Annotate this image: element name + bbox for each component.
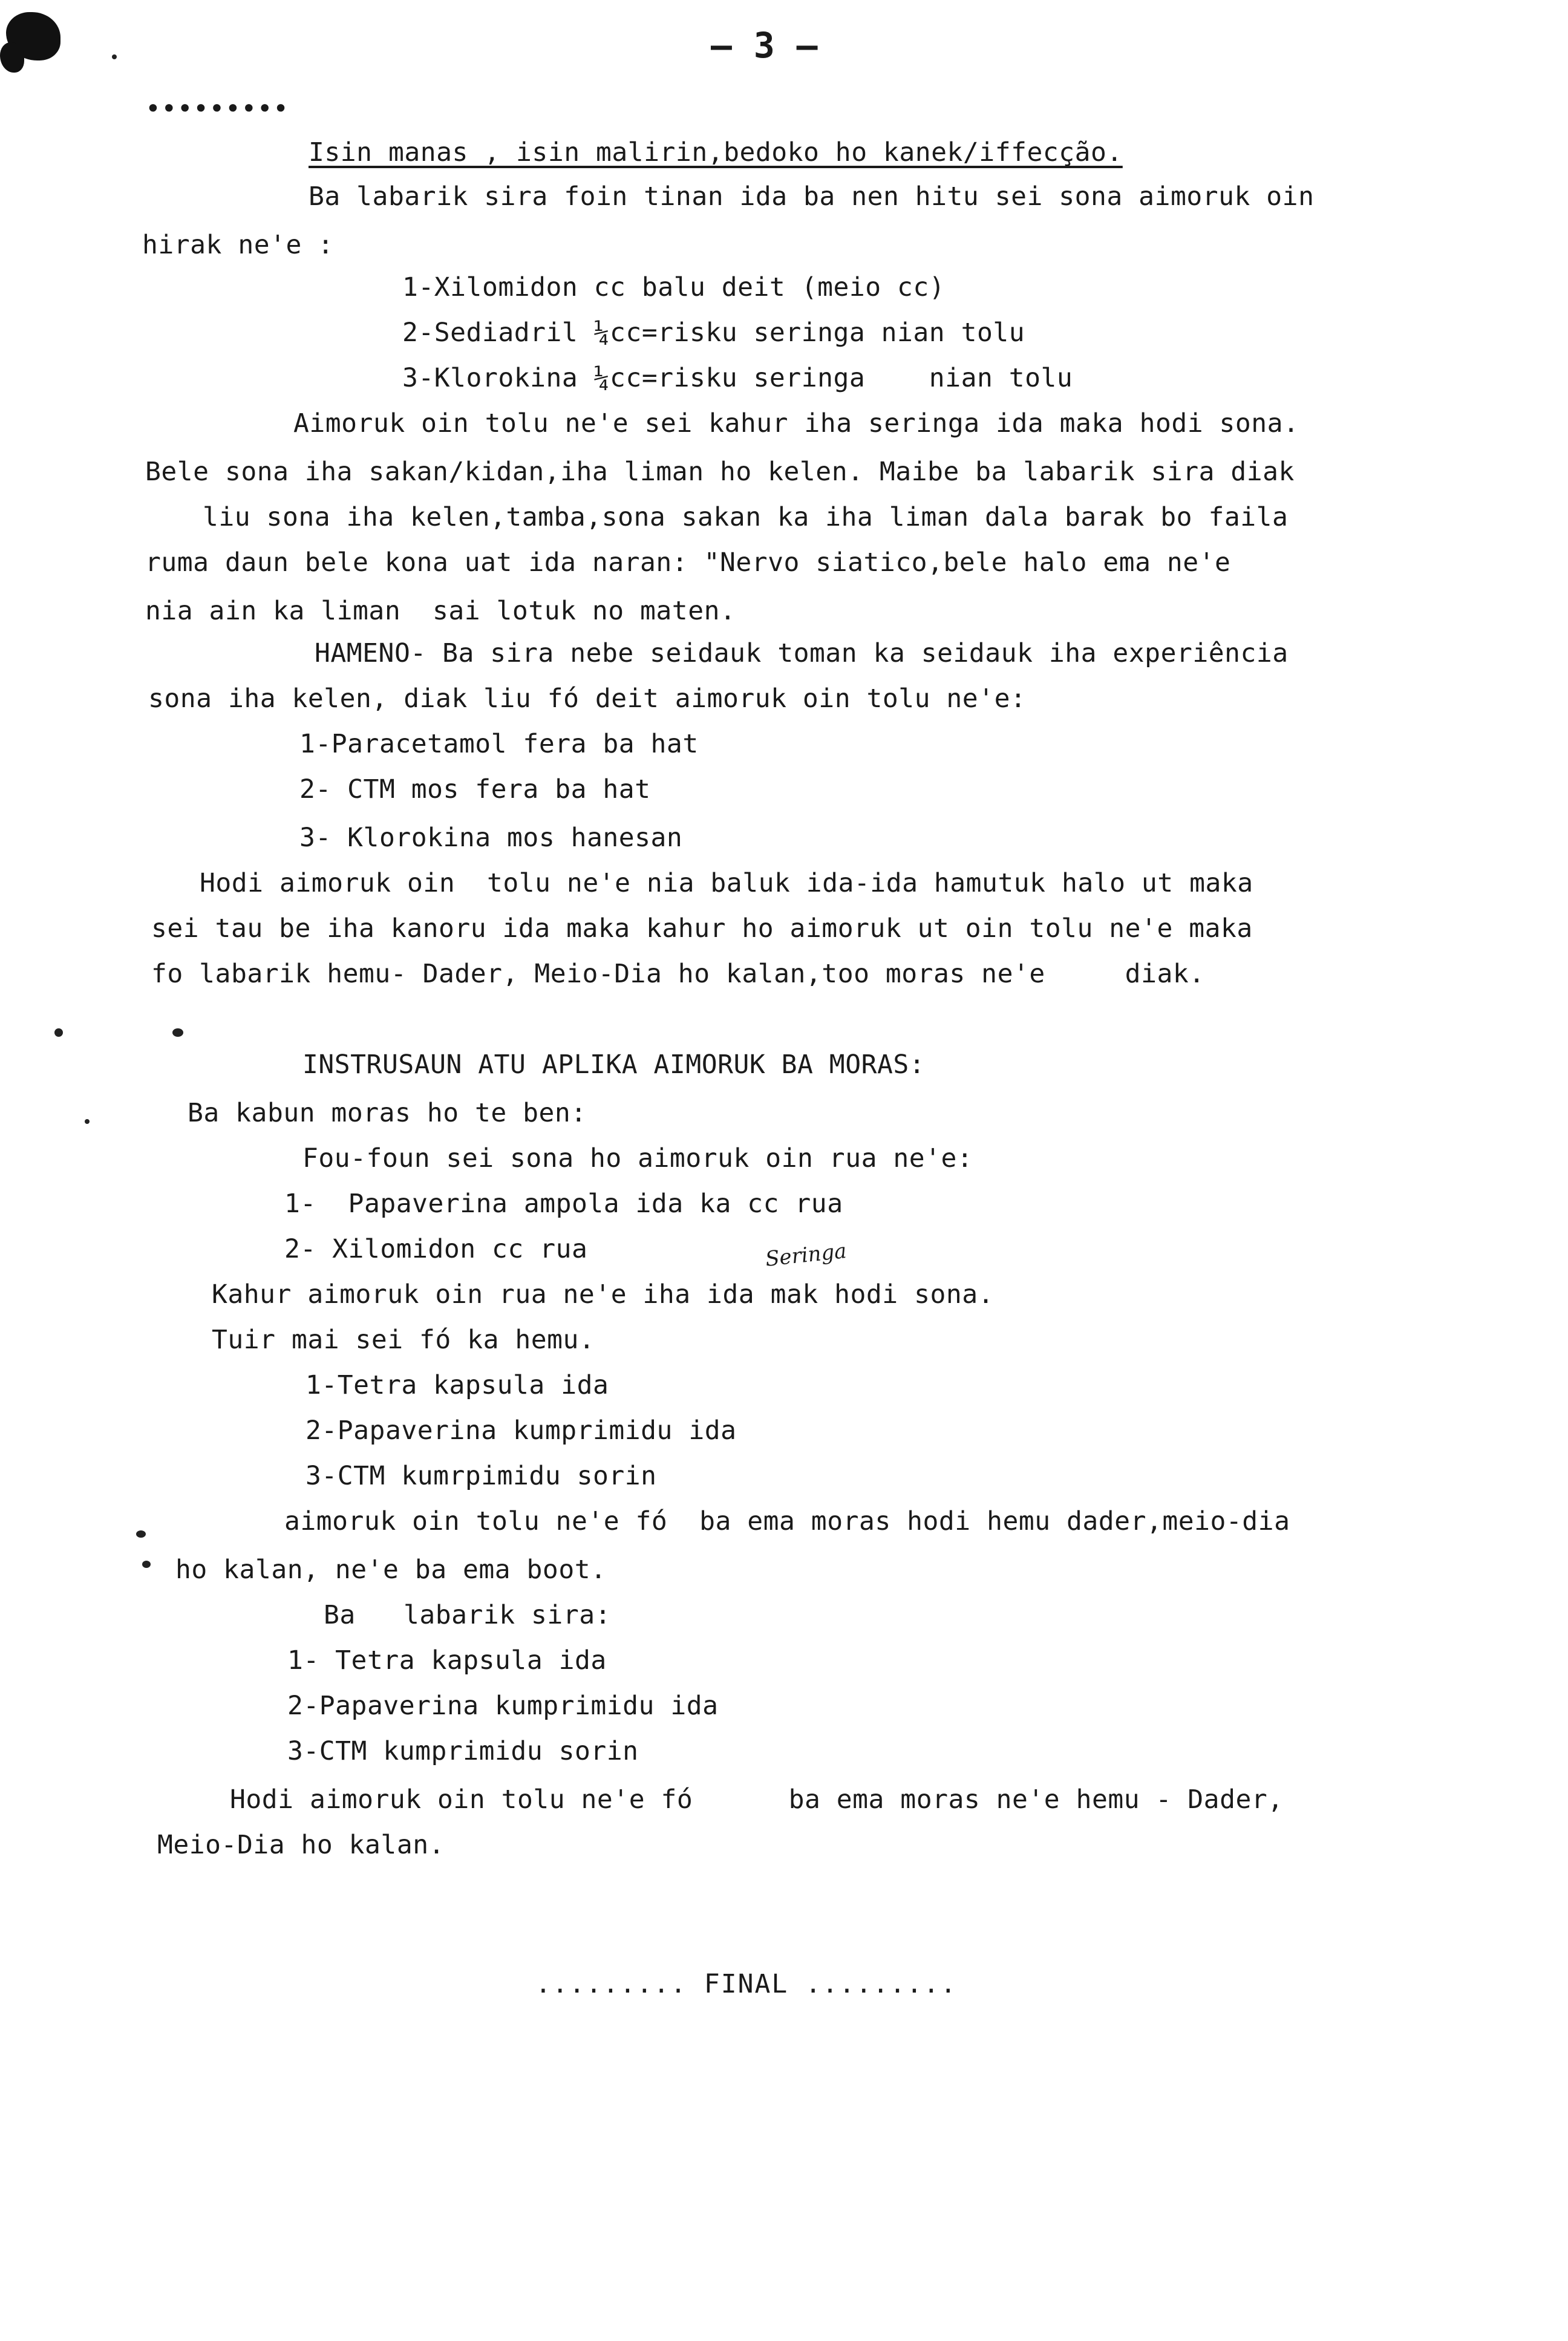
section-heading: INSTRUSAUN ATU APLIKA AIMORUK BA MORAS: <box>302 1050 926 1080</box>
text-line: HAMENO- Ba sira nebe seidauk toman ka seidauk iha experiência <box>315 638 1289 668</box>
text-line: Ba labarik sira foin tinan ida ba nen hitu sei sona aimoruk oin <box>309 181 1315 212</box>
text-line: 2- CTM mos fera ba hat <box>299 774 651 805</box>
ink-speck <box>142 1561 151 1568</box>
text-line: Ba kabun moras ho te ben: <box>188 1098 587 1128</box>
ink-speck <box>112 54 117 59</box>
text-line: 3-CTM kumprimidu sorin <box>287 1736 639 1766</box>
text-line: Fou-foun sei sona ho aimoruk oin rua ne'e: <box>302 1143 973 1174</box>
text-line: Meio-Dia ho kalan. <box>157 1830 445 1860</box>
text-line: sona iha kelen, diak liu fó deit aimoruk oin tolu ne'e: <box>148 684 1027 714</box>
text-line: Bele sona iha sakan/kidan,iha liman ho kelen. Maibe ba labarik sira diak <box>145 457 1295 487</box>
text-line: sei tau be iha kanoru ida maka kahur ho aimoruk ut oin tolu ne'e maka <box>151 913 1253 944</box>
text-line: Hodi aimoruk oin tolu ne'e nia baluk ida-ida hamutuk halo ut maka <box>200 868 1253 898</box>
text-line: Ba labarik sira: <box>324 1600 611 1630</box>
text-line: 2-Sediadril ¼cc=risku seringa nian tolu <box>402 318 1025 348</box>
text-line: Aimoruk oin tolu ne'e sei kahur iha seringa ida maka hodi sona. <box>293 408 1299 439</box>
text-line: Tuir mai sei fó ka hemu. <box>212 1325 595 1355</box>
text-line: Kahur aimoruk oin rua ne'e iha ida mak hodi sona. <box>212 1279 995 1310</box>
final-marker: ......... FINAL ......... <box>535 1969 958 1999</box>
ink-speck <box>85 1119 90 1124</box>
text-line: nia ain ka liman sai lotuk no maten. <box>145 596 736 626</box>
page-number: – 3 – <box>711 25 818 66</box>
text-line: 1- Papaverina ampola ida ka cc rua <box>284 1189 843 1219</box>
text-line: ho kalan, ne'e ba ema boot. <box>175 1555 607 1585</box>
handwritten-annotation: Seringa <box>764 1239 848 1272</box>
text-line: fo labarik hemu- Dader, Meio-Dia ho kalan,too moras ne'e diak. <box>151 959 1205 989</box>
ink-speck <box>136 1530 146 1538</box>
text-line: hirak ne'e : <box>142 230 334 260</box>
text-line: 2-Papaverina kumprimidu ida <box>287 1691 719 1721</box>
text-line: 1-Tetra kapsula ida <box>305 1370 609 1400</box>
text-line: Hodi aimoruk oin tolu ne'e fó ba ema moras ne'e hemu - Dader, <box>230 1784 1284 1815</box>
text-line: 1- Tetra kapsula ida <box>287 1645 607 1676</box>
text-line: 2-Papaverina kumprimidu ida <box>305 1415 737 1446</box>
text-line: 1-Xilomidon cc balu deit (meio cc) <box>402 272 946 302</box>
text-line: 3-Klorokina ¼cc=risku seringa nian tolu <box>402 363 1073 393</box>
text-line: 3- Klorokina mos hanesan <box>299 823 683 853</box>
text-line: 3-CTM kumrpimidu sorin <box>305 1461 657 1491</box>
text-line: aimoruk oin tolu ne'e fó ba ema moras hodi hemu dader,meio-dia <box>284 1506 1290 1536</box>
top-dots: ••••••••• <box>145 94 289 124</box>
ink-speck <box>54 1028 63 1037</box>
text-line: ruma daun bele kona uat ida naran: "Nervo siatico,bele halo ema ne'e <box>145 547 1231 578</box>
section-title: Isin manas , isin malirin,bedoko ho kanek/iffecção. <box>309 137 1123 168</box>
ink-speck <box>172 1028 183 1037</box>
text-line: 1-Paracetamol fera ba hat <box>299 729 699 759</box>
text-line: liu sona iha kelen,tamba,sona sakan ka iha liman dala barak bo faila <box>203 502 1289 532</box>
ink-blot <box>0 42 24 73</box>
text-line: 2- Xilomidon cc rua <box>284 1234 588 1264</box>
